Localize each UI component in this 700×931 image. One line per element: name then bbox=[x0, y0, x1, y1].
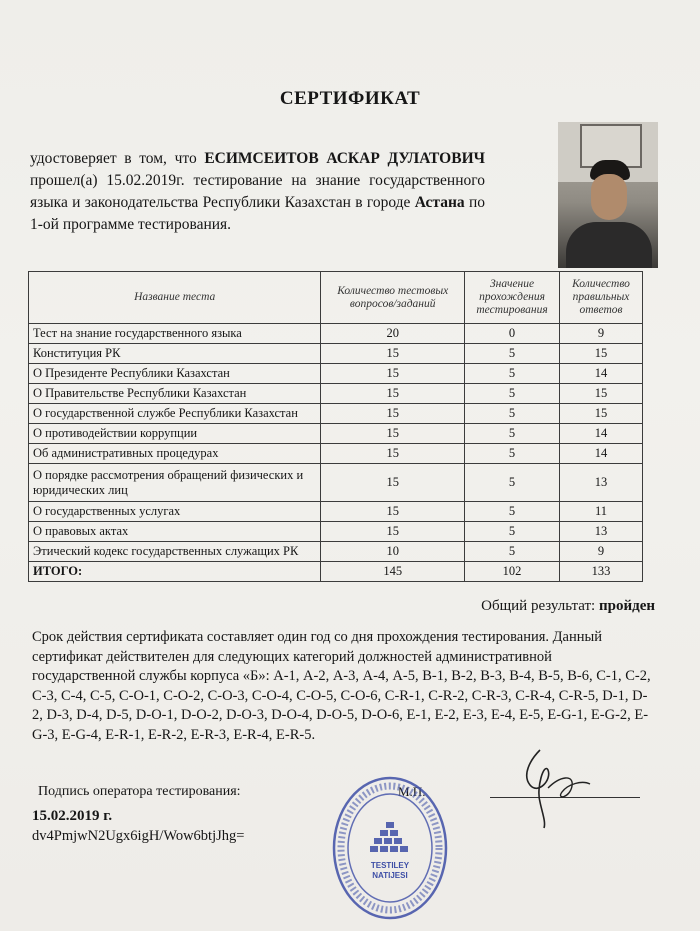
stamp-place-label: М.П. bbox=[398, 784, 426, 799]
pass-value: 5 bbox=[465, 464, 560, 502]
question-count: 20 bbox=[321, 324, 465, 344]
overall-result bbox=[481, 598, 655, 615]
pass-value: 5 bbox=[465, 542, 560, 562]
certificate-statement bbox=[30, 148, 485, 236]
statement-part2: прошел(а) 15.02.2019г. тестирование на знание государственного языка и законодательства Республики Казахстан в городе bbox=[30, 172, 485, 211]
holder-photo bbox=[558, 122, 658, 268]
test-name: О правовых актах bbox=[29, 522, 321, 542]
total-label: ИТОГО: bbox=[29, 562, 321, 582]
test-name: Конституция РК bbox=[29, 344, 321, 364]
test-name: О Президенте Республики Казахстан bbox=[29, 364, 321, 384]
test-name: О государственной службе Республики Казахстан bbox=[29, 404, 321, 424]
question-count: 15 bbox=[321, 522, 465, 542]
pass-value: 5 bbox=[465, 364, 560, 384]
test-name: О Правительстве Республики Казахстан bbox=[29, 384, 321, 404]
correct-count: 14 bbox=[560, 424, 643, 444]
operator-signature bbox=[500, 740, 600, 830]
overall-result-value: пройден bbox=[598, 598, 655, 614]
official-seal bbox=[328, 770, 448, 925]
total-pass-value: 102 bbox=[465, 562, 560, 582]
pass-value: 5 bbox=[465, 522, 560, 542]
table-total-row bbox=[29, 562, 643, 582]
test-name: Тест на знание государственного языка bbox=[29, 324, 321, 344]
issue-date: 15.02.2019 г. bbox=[32, 808, 113, 824]
operator-signature-label: Подпись оператора тестирования: bbox=[38, 784, 241, 799]
correct-count: 11 bbox=[560, 502, 643, 522]
question-count: 15 bbox=[321, 344, 465, 364]
table-row bbox=[29, 344, 643, 364]
statement-part3: по 1-ой программе тестирования. bbox=[30, 194, 485, 233]
table-row bbox=[29, 384, 643, 404]
table-row bbox=[29, 502, 643, 522]
test-name: О противодействии коррупции bbox=[29, 424, 321, 444]
header-correct-count: Количество правильных ответов bbox=[560, 272, 643, 324]
question-count: 15 bbox=[321, 502, 465, 522]
test-name: О государственных услугах bbox=[29, 502, 321, 522]
pass-value: 5 bbox=[465, 384, 560, 404]
pass-value: 5 bbox=[465, 502, 560, 522]
table-row bbox=[29, 522, 643, 542]
question-count: 15 bbox=[321, 444, 465, 464]
question-count: 15 bbox=[321, 424, 465, 444]
table-header-row bbox=[29, 272, 643, 324]
test-city: Астана bbox=[414, 194, 465, 211]
header-test-name: Название теста bbox=[29, 272, 321, 324]
test-name: О порядке рассмотрения обращений физических и юридических лиц bbox=[29, 464, 321, 502]
table-row bbox=[29, 404, 643, 424]
correct-count: 15 bbox=[560, 404, 643, 424]
pass-value: 5 bbox=[465, 444, 560, 464]
correct-count: 13 bbox=[560, 464, 643, 502]
header-question-count: Количество тестовых вопросов/заданий bbox=[321, 272, 465, 324]
table-row bbox=[29, 464, 643, 502]
total-correct: 133 bbox=[560, 562, 643, 582]
correct-count: 14 bbox=[560, 364, 643, 384]
certificate-code: dv4PmjwN2Ugx6igH/Wow6btjJhg= bbox=[32, 828, 245, 844]
table-row bbox=[29, 542, 643, 562]
pass-value: 5 bbox=[465, 344, 560, 364]
results-table bbox=[28, 271, 643, 582]
pass-value: 5 bbox=[465, 424, 560, 444]
overall-result-label: Общий результат: bbox=[481, 598, 599, 614]
question-count: 15 bbox=[321, 464, 465, 502]
question-count: 15 bbox=[321, 404, 465, 424]
correct-count: 13 bbox=[560, 522, 643, 542]
pass-value: 5 bbox=[465, 404, 560, 424]
table-row bbox=[29, 364, 643, 384]
question-count: 15 bbox=[321, 364, 465, 384]
seal-text-2: NATIJESI bbox=[372, 871, 408, 880]
correct-count: 9 bbox=[560, 324, 643, 344]
table-row bbox=[29, 444, 643, 464]
correct-count: 15 bbox=[560, 384, 643, 404]
table-row bbox=[29, 324, 643, 344]
statement-part1: удостоверяет в том, что bbox=[30, 150, 205, 167]
correct-count: 14 bbox=[560, 444, 643, 464]
test-name: Об административных процедурах bbox=[29, 444, 321, 464]
question-count: 10 bbox=[321, 542, 465, 562]
total-questions: 145 bbox=[321, 562, 465, 582]
seal-text-1: TESTILEY bbox=[370, 861, 410, 870]
pass-value: 0 bbox=[465, 324, 560, 344]
question-count: 15 bbox=[321, 384, 465, 404]
table-row bbox=[29, 424, 643, 444]
header-pass-value: Значение прохождения тестирования bbox=[465, 272, 560, 324]
correct-count: 15 bbox=[560, 344, 643, 364]
correct-count: 9 bbox=[560, 542, 643, 562]
holder-name: ЕСИМСЕИТОВ АСКАР ДУЛАТОВИЧ bbox=[204, 150, 485, 167]
certificate-title: СЕРТИФИКАТ bbox=[279, 88, 421, 109]
validity-text: Срок действия сертификата составляет один год со дня прохождения тестирования. Данный сертификат действителен для следующих категорий должностей административной государственной службы корпуса «Б»: А-1, А-2, А-3, А-4, А-5, В-1, В-2, В-3, В-4, В-5, В-6, С-1, С-2, С-3, С-4, С-5, С-О-1, С-О-2, С-О-3, С-О-4, С-О-5, С-О-6, С-R-1, С-R-2, С-R-3, С-R-4, С-R-5, D-1, D-2, D-3, D-4, D-5, D-O-1, D-O-2, D-O-3, D-O-4, D-O-5, D-O-6, E-1, E-2, E-3, E-4, E-5, E-G-1, E-G-2, E-G-3, E-G-4, E-R-1, E-R-2, E-R-3, E-R-4, E-R-5. bbox=[32, 629, 651, 743]
test-name: Этический кодекс государственных служащих РК bbox=[29, 542, 321, 562]
